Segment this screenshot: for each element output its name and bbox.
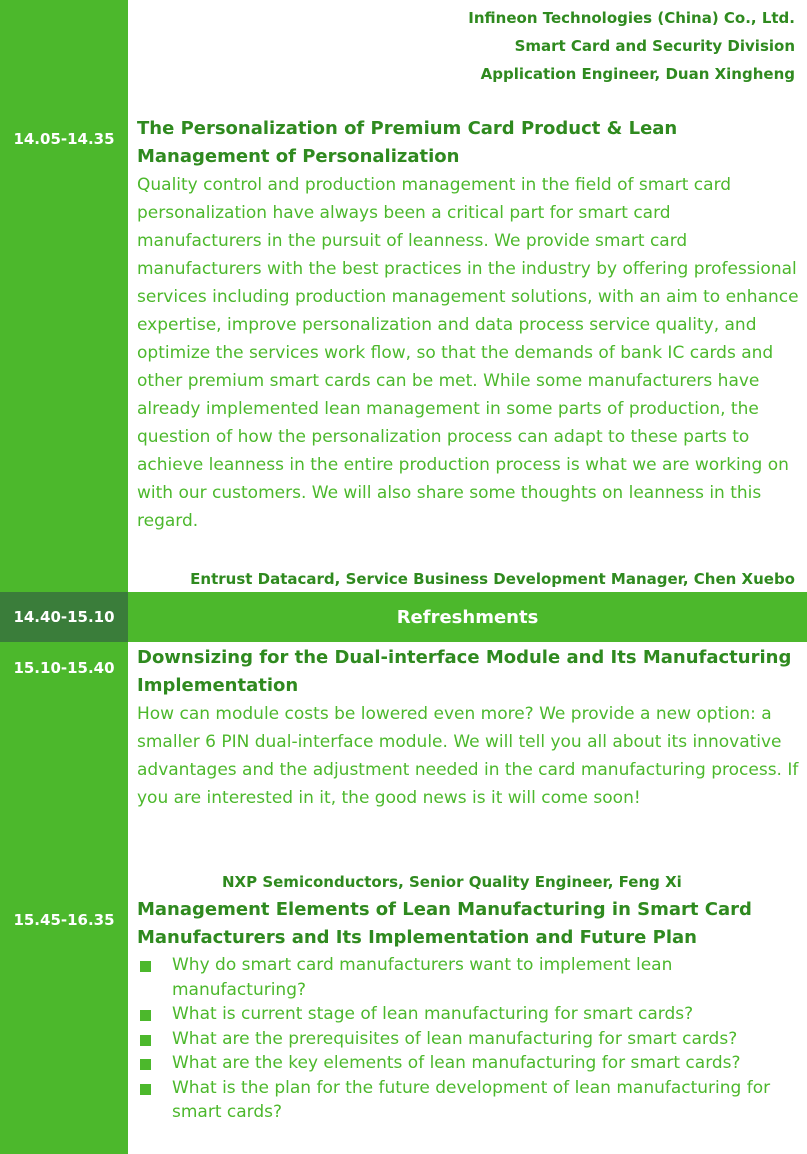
- list-item: [137, 1027, 799, 1052]
- bullet-text: What is current stage of lean manufacturing for smart cards?: [172, 1004, 694, 1024]
- bullet-text: What is the plan for the future development of lean manufacturing for smart cards?: [172, 1077, 771, 1122]
- list-item: [137, 1051, 799, 1076]
- session-speaker: NXP Semiconductors, Senior Quality Engineer, Feng Xi: [222, 873, 682, 891]
- list-item: [137, 1002, 799, 1027]
- session-bullets: [137, 953, 799, 1125]
- session-title: Management Elements of Lean Manufacturing in Smart Card Manufacturers and Its Implementation and Future Plan: [137, 899, 752, 948]
- speaker-division: Smart Card and Security Division: [514, 37, 795, 55]
- speaker-company: Infineon Technologies (China) Co., Ltd.: [468, 9, 795, 27]
- session-time: 15.10-15.40: [13, 659, 115, 677]
- header-speaker: [468, 4, 795, 88]
- bullet-square-icon: [140, 1035, 151, 1046]
- bullet-square-icon: [140, 961, 151, 972]
- list-item: [137, 953, 799, 1002]
- session-time: 15.45-16.35: [13, 911, 115, 929]
- session-speaker: Entrust Datacard, Service Business Development Manager, Chen Xuebo: [190, 570, 795, 588]
- bullet-square-icon: [140, 1010, 151, 1021]
- list-item: [137, 1076, 799, 1125]
- break-label: Refreshments: [396, 606, 539, 628]
- bullet-text: Why do smart card manufacturers want to implement lean manufacturing?: [172, 955, 673, 1000]
- session-title: Downsizing for the Dual-interface Module and Its Manufacturing Implementation: [137, 647, 792, 696]
- time-column: [0, 0, 128, 1154]
- session-description: How can module costs be lowered even more? We provide a new option: a smaller 6 PIN dual-interface module. We will tell you all about its innovative advantages and the adjustment needed in the card manufacturing process. If you are interested in it, the good news is it will come soon!: [137, 704, 799, 808]
- bullet-square-icon: [140, 1059, 151, 1070]
- bullet-square-icon: [140, 1084, 151, 1095]
- session-description: Quality control and production management in the field of smart card personalization have always been a critical part for smart card manufacturers in the pursuit of leanness. We provide smart card manufacturers with the best practices in the industry by offering professional services including production management solutions, with an aim to enhance expertise, improve personalization and data process service quality, and optimize the services work flow, so that the demands of bank IC cards and other premium smart cards can be met. While some manufacturers have already implemented lean management in some parts of production, the question of how the personalization process can adapt to these parts to achieve leanness in the entire production process is what we are working on with our customers. We will also share some thoughts on leanness in this regard.: [137, 175, 799, 531]
- bullet-text: What are the key elements of lean manufacturing for smart cards?: [172, 1053, 741, 1073]
- break-row: [0, 592, 807, 642]
- bullet-text: What are the prerequisites of lean manufacturing for smart cards?: [172, 1028, 738, 1049]
- session-time: 14.05-14.35: [13, 130, 115, 148]
- break-time: 14.40-15.10: [0, 592, 128, 642]
- speaker-name: Application Engineer, Duan Xingheng: [480, 65, 795, 83]
- session-title: The Personalization of Premium Card Product & Lean Management of Personalization: [137, 118, 678, 167]
